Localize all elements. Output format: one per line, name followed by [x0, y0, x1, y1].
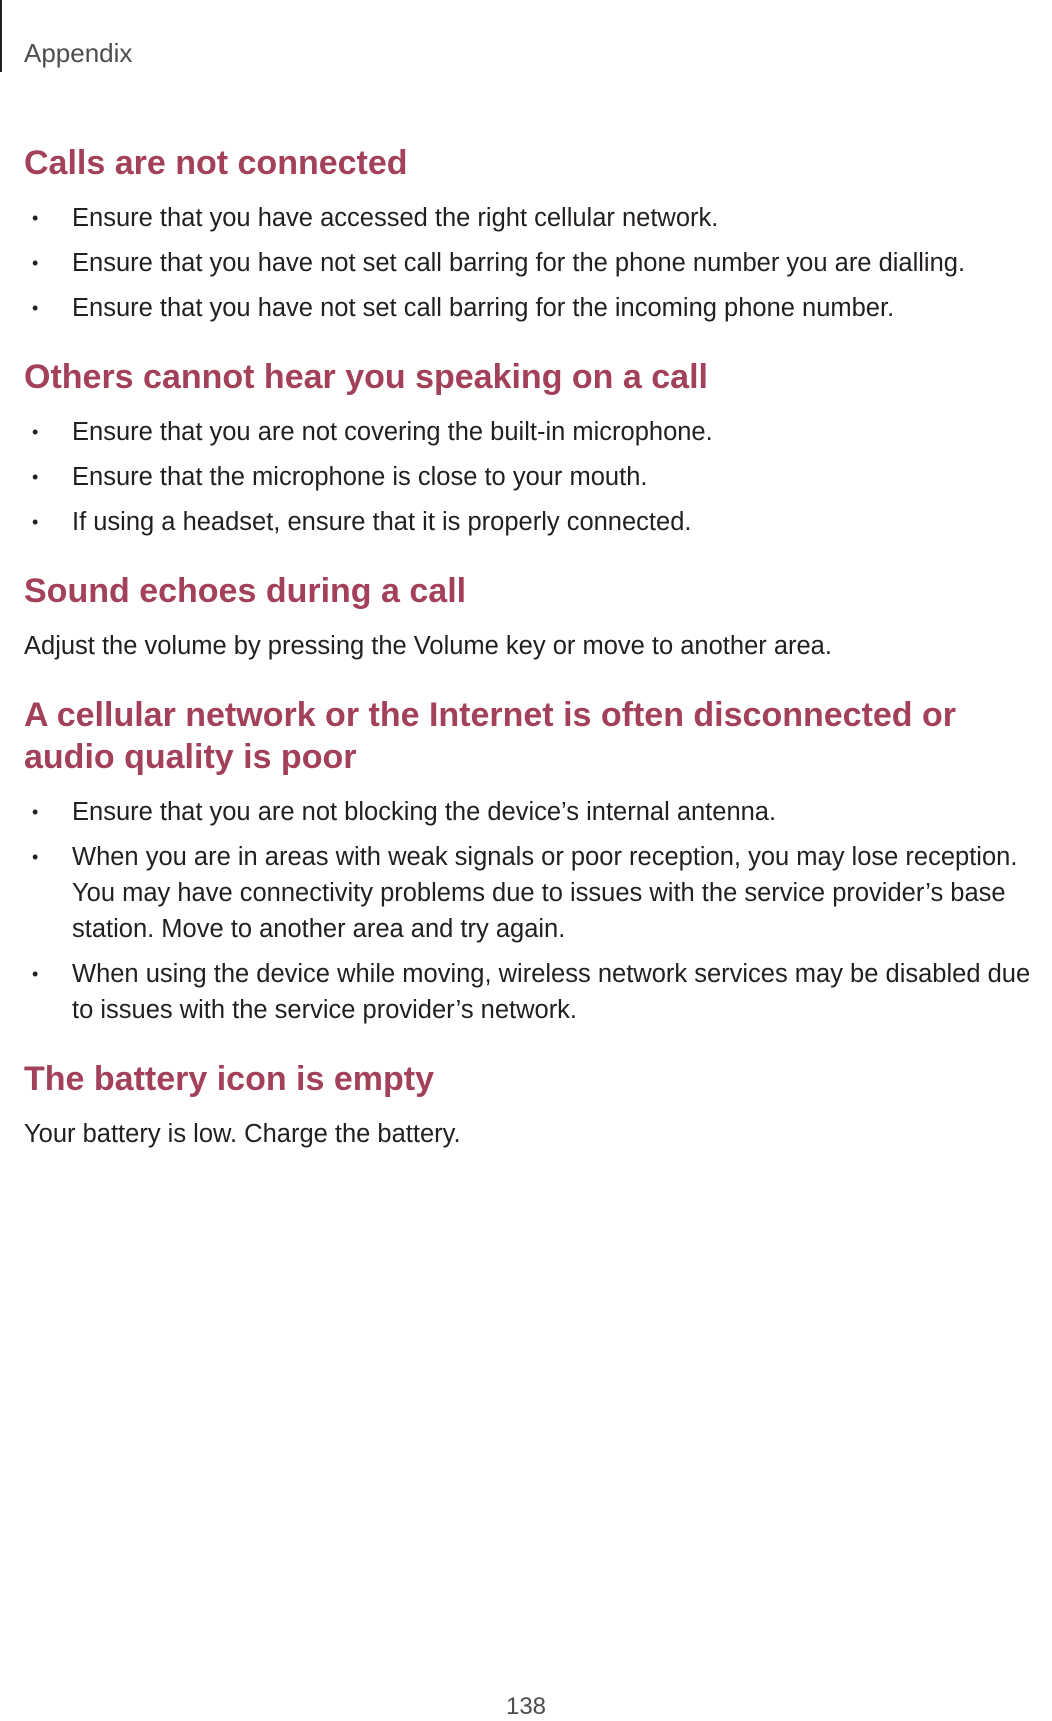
list-item-text: If using a headset, ensure that it is properly connected. [72, 508, 692, 536]
section-body: Your battery is low. Charge the battery. [24, 1120, 461, 1148]
bullet-icon: • [32, 422, 39, 442]
list-item [24, 504, 1052, 540]
section-calls-not-connected [24, 142, 1052, 326]
list-item-text: Ensure that you have accessed the right cellular network. [72, 204, 719, 232]
section-others-cannot-hear [24, 356, 1052, 540]
section-heading: Others cannot hear you speaking on a call [24, 358, 708, 396]
list-item-text: Ensure that the microphone is close to your mouth. [72, 463, 648, 491]
list-item [24, 290, 1052, 326]
section-heading: A cellular network or the Internet is often disconnected or audio quality is poor [24, 696, 957, 776]
bullet-icon: • [32, 208, 39, 228]
list-item [24, 956, 1052, 1028]
bullet-icon: • [32, 253, 39, 273]
bullet-icon: • [32, 964, 39, 984]
bullet-list [24, 200, 1052, 326]
bullet-icon: • [32, 298, 39, 318]
list-item [24, 794, 1052, 830]
bullet-icon: • [32, 802, 39, 822]
corner-rule [0, 0, 2, 72]
section-battery-empty [24, 1058, 1052, 1152]
list-item-text: When using the device while moving, wireless network services may be disabled due to issues with the service provider’s network. [72, 960, 1031, 1024]
section-heading: Calls are not connected [24, 144, 408, 182]
list-item-text: Ensure that you are not blocking the device’s internal antenna. [72, 798, 777, 826]
section-body: Adjust the volume by pressing the Volume key or move to another area. [24, 632, 832, 660]
section-heading: The battery icon is empty [24, 1060, 434, 1098]
section-network-disconnected [24, 694, 1052, 1028]
bullet-icon: • [32, 467, 39, 487]
page-content [24, 142, 1052, 1152]
bullet-icon: • [32, 512, 39, 532]
list-item [24, 414, 1052, 450]
list-item [24, 459, 1052, 495]
list-item-text: Ensure that you are not covering the built-in microphone. [72, 418, 713, 446]
list-item-text: When you are in areas with weak signals or poor reception, you may lose reception. You may have connectivity problems due to issues with the service provider’s base station. Move to another area and try again. [72, 843, 1018, 943]
list-item-text: Ensure that you have not set call barring for the phone number you are dialling. [72, 249, 966, 277]
list-item [24, 200, 1052, 236]
page-number: 138 [505, 1693, 547, 1720]
running-header: Appendix [24, 38, 133, 68]
section-sound-echoes [24, 570, 1052, 664]
bullet-icon: • [32, 847, 39, 867]
list-item [24, 245, 1052, 281]
bullet-list [24, 794, 1052, 1028]
bullet-list [24, 414, 1052, 540]
list-item [24, 839, 1052, 947]
list-item-text: Ensure that you have not set call barring for the incoming phone number. [72, 294, 895, 322]
section-heading: Sound echoes during a call [24, 572, 467, 610]
